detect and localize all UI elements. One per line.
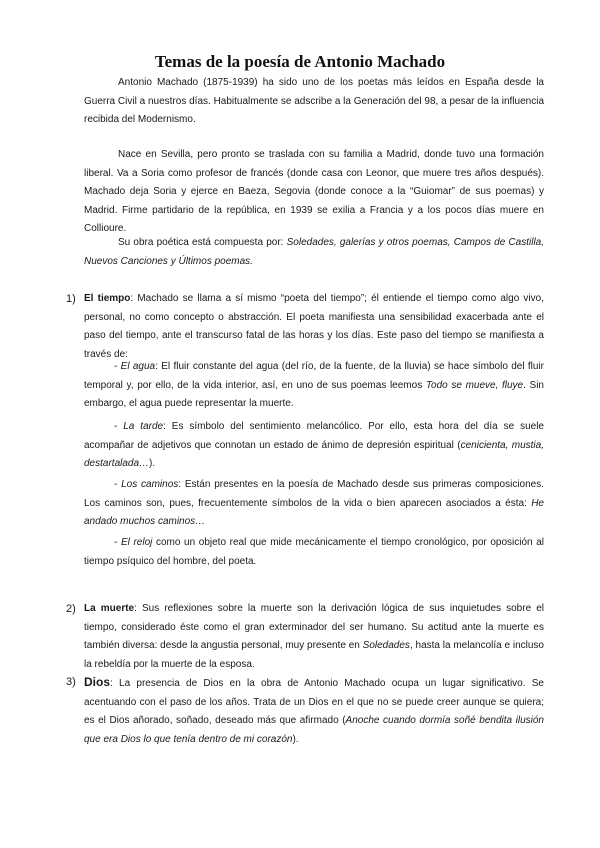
page-title: Temas de la poesía de Antonio Machado: [154, 52, 446, 71]
section-death: [84, 600, 544, 674]
symbol-paths-quote: He andado muchos caminos…: [84, 497, 544, 527]
symbol-evening-text: : Es símbolo del sentimiento melancólico. Por ello, esta hora del día se suele acompañar de adjetivos que connotan un estado de ánimo de depresión espiritual (: [84, 421, 544, 451]
symbol-clock: [84, 534, 544, 571]
section-time-text: : Machado se llama a sí mismo “poeta del tiempo”; él entiende el tiempo como algo vivo, personal, no como concepto o abstracción. El poeta manifiesta una sensibilidad exacerbada ante el paso del tiempo, ante el transcurso fatal de las horas y los días. Este paso del tiempo se manifiesta a través de:: [84, 293, 544, 360]
symbol-evening-quote: cenicienta, mustia, destartalada…: [84, 439, 544, 469]
symbol-water: [84, 358, 544, 414]
symbol-clock-text: como un objeto real que mide mecánicamente el tiempo cronológico, por oposición al tiempo psíquico del hombre, del poeta.: [84, 537, 544, 567]
symbol-paths-heading: Los caminos: [121, 479, 179, 490]
symbol-evening: [84, 418, 544, 474]
section-god-text: : La presencia de Dios en la obra de Antonio Machado ocupa un lugar significativo. Se acentuando con el paso de los años. Trata de un Dios en el que no se puede creer aunque se quiera; es el Dios añorado, soñado, deseado más que afirmado (: [84, 678, 544, 726]
section-god-end: ).: [292, 733, 299, 745]
section-god-heading: Dios: [84, 675, 111, 689]
symbol-paths-text: : Están presentes en la poesía de Machado desde sus primeras composiciones. Los caminos son, pues, frecuentemente símbolos de la vida o bien aparecen asociados a ésta:: [84, 479, 545, 509]
section-number-1: 1): [66, 293, 76, 305]
section-god-quote: Anoche cuando dormía soñé bendita ilusión que era Dios lo que tenía dentro de mi corazón: [84, 715, 544, 745]
symbol-paths: [84, 476, 544, 532]
section-death-heading: La muerte: [84, 603, 135, 614]
section-death-text: : Sus reflexiones sobre la muerte son la derivación lógica de sus inquietudes sobre el tiempo, considerado éste como el gran exterminador del ser humano. Su actitud ante la muerte es también diversa: desde la angustia personal, muy presente en: [84, 603, 545, 651]
symbol-clock-heading: El reloj: [120, 537, 153, 548]
symbol-water-quote: Todo se mueve, fluye: [425, 379, 524, 391]
symbol-paths-dash: -: [114, 479, 122, 490]
symbol-water-end: . Sin embargo, el agua puede representar la muerte.: [84, 379, 544, 409]
section-number-3: 3): [66, 676, 76, 688]
intro-paragraph-3: [84, 234, 544, 271]
intro-paragraph-1: Antonio Machado (1875-1939) ha sido uno de los poetas más leídos en España desde la Guerra Civil a nuestros días. Habitualmente se adscribe a la Generación del 98, a pesar de la influencia recibida del Modernismo.: [84, 77, 544, 125]
section-time: [84, 290, 544, 364]
symbol-evening-dash: -: [114, 421, 124, 432]
section-death-quote: Soledades: [362, 640, 410, 651]
works-intro-text: Su obra poética está compuesta por:: [118, 237, 287, 248]
works-list: Soledades, galerías y otros poemas, Campos de Castilla, Nuevos Canciones y Últimos poemas.: [84, 237, 545, 267]
symbol-water-heading: - El agua: [114, 361, 156, 372]
intro-paragraph-2: Nace en Sevilla, pero pronto se traslada con su familia a Madrid, donde tuvo una formación liberal. Va a Soria como profesor de francés (donde casa con Leonor, que muere tres años después). Machado deja Soria y ejerce en Baeza, Segovia (donde conoce a la “Guiomar” de sus poemas) y Madrid. Firme partidario de la república, en 1939 se exilia a Francia y a los pocos días muere en Collioure.: [84, 149, 544, 234]
section-time-heading: El tiempo: [84, 293, 131, 304]
section-number-2: 2): [66, 603, 76, 615]
symbol-evening-end: ).: [149, 458, 156, 469]
section-death-end: , hasta la melancolía e incluso la rebeldía por la muerte de la esposa.: [84, 640, 544, 670]
symbol-clock-dash: -: [114, 537, 121, 548]
symbol-water-text: : El fluir constante del agua (del río, de la fuente, de la lluvia) se hace símbolo del fluir temporal y, por ello, de la vida interior, así, en uno de sus poemas leemos: [84, 361, 544, 391]
section-god: [84, 673, 544, 749]
symbol-evening-heading: La tarde: [123, 421, 164, 432]
